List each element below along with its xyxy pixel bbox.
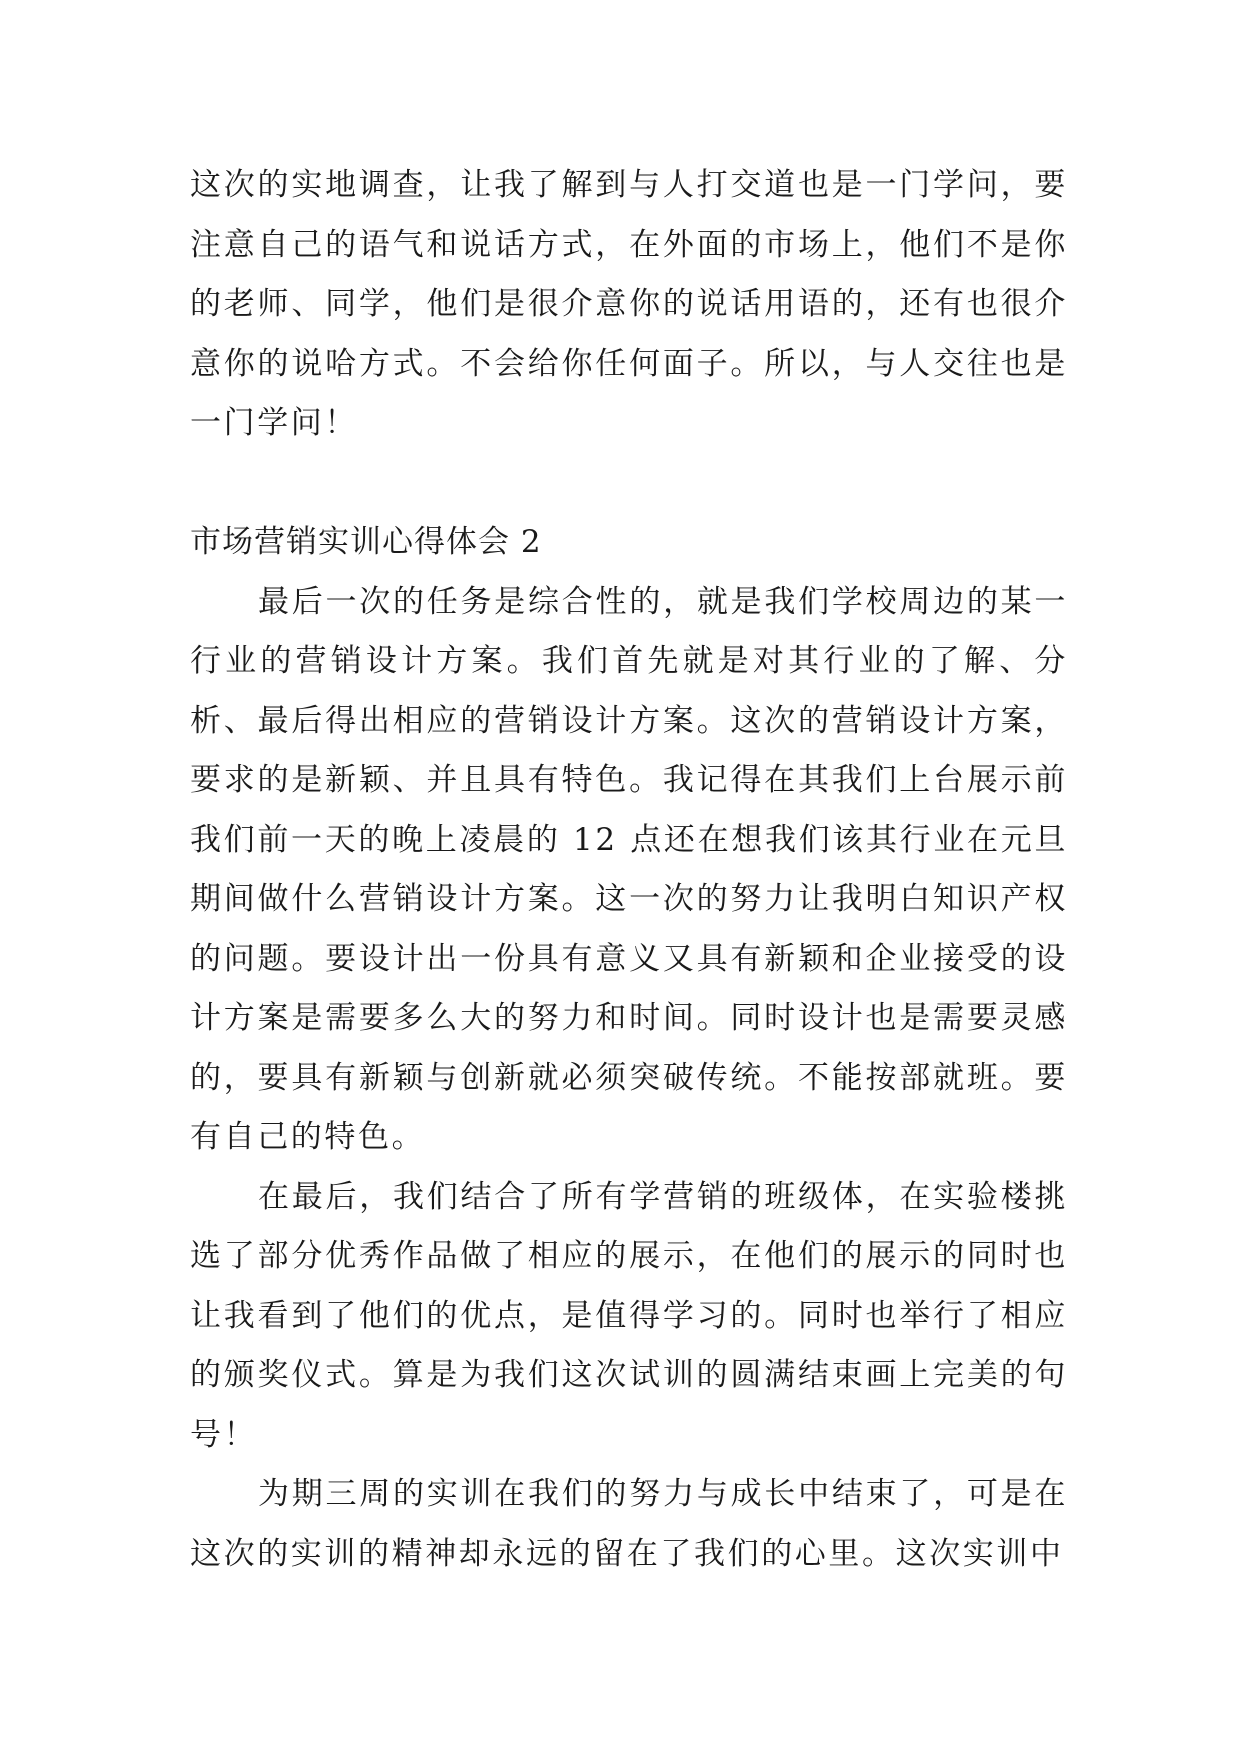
section-title: 市场营销实训心得体会 2	[190, 524, 542, 560]
body-paragraph-1: 最后一次的任务是综合性的，就是我们学校周边的某一行业的营销设计方案。我们首先就是对其行业的了解、分析、最后得出相应的营销设计方案。这次的营销设计方案，要求的是新颖、并且具有特色。我记得在其我们上台展示前我们前一天的晚上凌晨的 12 点还在想我们该其行业在元旦期间做什么营销设计方案。这一次的努力让我明白知识产权的问题。要设计出一份具有意义又具有新颖和企业接受的设计方案是需要多么大的努力和时间。同时设计也是需要灵感的，要具有新颖与创新就必须突破传统。不能按部就班。要有自己的特色。	[190, 583, 1068, 1155]
body-paragraph-2: 在最后，我们结合了所有学营销的班级体，在实验楼挑选了部分优秀作品做了相应的展示，在他们的展示的同时也让我看到了他们的优点，是值得学习的。同时也举行了相应的颁奖仪式。算是为我们这次试训的圆满结束画上完美的句号！	[190, 1178, 1068, 1453]
document-body	[190, 156, 1068, 1584]
body-paragraph-3: 为期三周的实训在我们的努力与成长中结束了，可是在这次的实训的精神却永远的留在了我们的心里。这次实训中	[190, 1476, 1068, 1572]
intro-paragraph: 这次的实地调查，让我了解到与人打交道也是一门学问，要注意自己的语气和说话方式，在外面的市场上，他们不是你的老师、同学，他们是很介意你的说话用语的，还有也很介意你的说哈方式。不会给你任何面子。所以，与人交往也是一门学问！	[190, 167, 1068, 441]
